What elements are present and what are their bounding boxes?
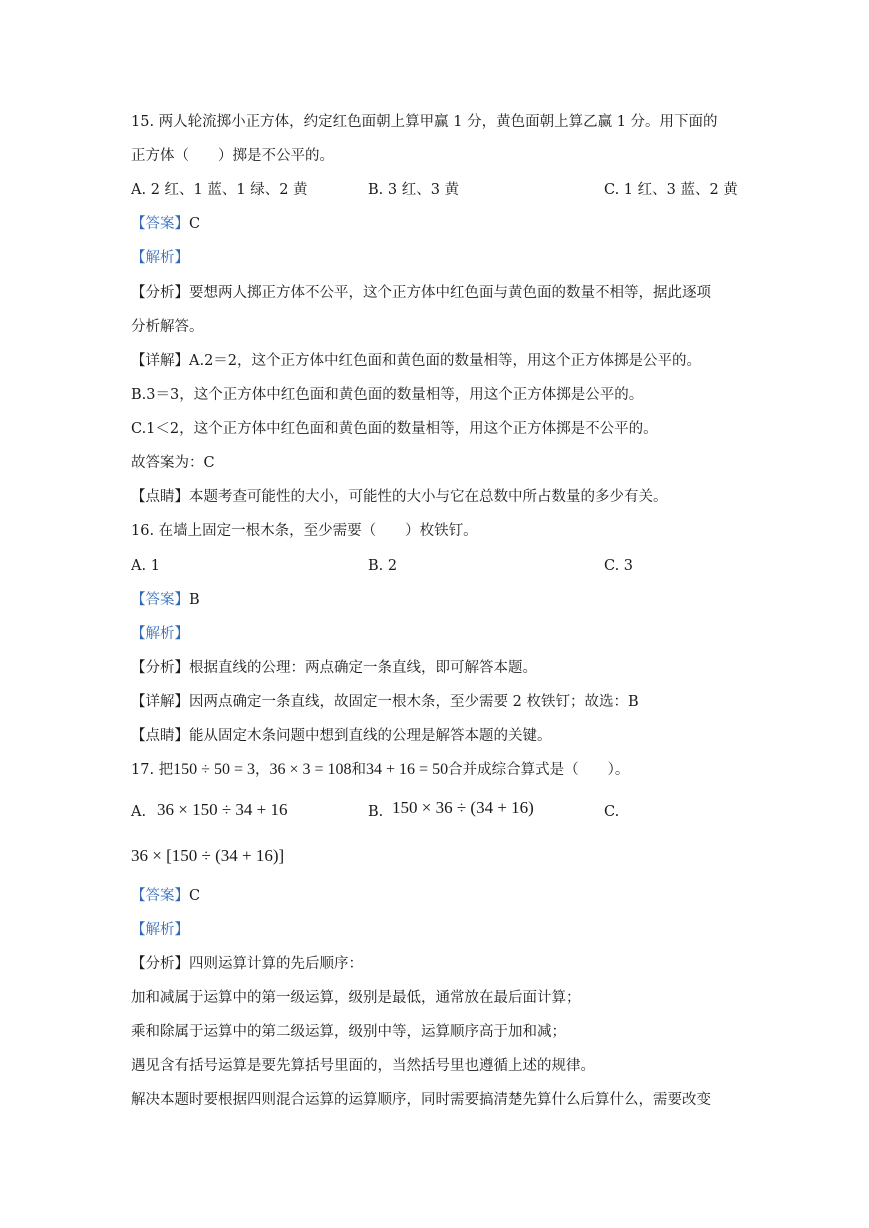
- answer-tag: 【答案】: [131, 592, 189, 608]
- q17-rule-1: 加和减属于运算中的第一级运算，级别是最低，通常放在最后面计算；: [131, 990, 581, 1006]
- dianjing-text: 本题考查可能性的大小，可能性的大小与它在总数中所占数量的多少有关。: [189, 489, 668, 505]
- jiexi-tag: 【解析】: [131, 250, 189, 266]
- answer-tag: 【答案】: [131, 216, 189, 232]
- q17-expr1: 150 ÷ 50 = 3: [173, 761, 255, 778]
- fenxi-text: 四则运算计算的先后顺序：: [189, 956, 363, 972]
- q15-option-c: C. 1 红、3 蓝、2 黄: [604, 182, 738, 198]
- q17-option-c-label: C.: [604, 804, 620, 820]
- q17-answer: [131, 886, 741, 906]
- q16-option-b: B. 2: [368, 558, 398, 574]
- fenxi-text: 要想两人掷正方体不公平，这个正方体中红色面与黄色面的数量不相等，据此逐项: [189, 285, 711, 301]
- q15-dianjing: [131, 487, 741, 507]
- dianjing-tag: 【点睛】: [131, 728, 189, 744]
- q16-stem: 16. 在墙上固定一根木条，至少需要（ ）枚铁钉。: [131, 523, 478, 539]
- q16-answer: [131, 590, 741, 610]
- q17-option-c-expr: 36 × [150 ÷ (34 + 16)]: [131, 846, 285, 865]
- q15-stem-line1: 15. 两人轮流掷小正方体，约定红色面朝上算甲赢 1 分，黄色面朝上算乙赢 1 分。用下面的: [131, 114, 718, 130]
- q17-rule-3: 遇见含有括号运算是要先算括号里面的，当然括号里也遵循上述的规律。: [131, 1058, 595, 1074]
- q17-option-b-expr: 150 × 36 ÷ (34 + 16): [392, 798, 534, 817]
- q16-dianjing: [131, 726, 741, 746]
- fenxi-tag: 【分析】: [131, 285, 189, 301]
- dianjing-tag: 【点睛】: [131, 489, 189, 505]
- xiangjie-text: 因两点确定一条直线，故固定一根木条，至少需要 2 枚铁钉；故选：B: [189, 694, 639, 710]
- q15-fenxi-line1: [131, 283, 741, 303]
- q17-jiexi: [131, 920, 741, 940]
- q16-option-a: A. 1: [131, 558, 160, 574]
- q15-fenxi-line2: 分析解答。: [131, 319, 204, 335]
- q17-stem: [131, 760, 741, 780]
- q17-option-a-expr: 36 × 150 ÷ 34 + 16: [157, 800, 288, 819]
- q17-expr2: 36 × 3 = 108: [269, 761, 352, 778]
- answer-tag: 【答案】: [131, 888, 189, 904]
- q15-answer: [131, 214, 741, 234]
- xiangjie-text: A.2＝2，这个正方体中红色面和黄色面的数量相等，用这个正方体掷是公平的。: [189, 353, 702, 369]
- answer-value: B: [189, 592, 200, 608]
- q17-expr3: 34 + 16 = 50: [366, 761, 449, 778]
- q17-option-a-label: A.: [131, 804, 147, 820]
- jiexi-tag: 【解析】: [131, 922, 189, 938]
- q16-jiexi: [131, 624, 741, 644]
- fenxi-tag: 【分析】: [131, 660, 189, 676]
- jiexi-tag: 【解析】: [131, 626, 189, 642]
- q15-jiexi: [131, 248, 741, 268]
- q17-fenxi: [131, 954, 741, 974]
- q16-xiangjie: [131, 692, 741, 712]
- q17-prefix: 17. 把: [131, 762, 174, 778]
- q15-xiangjie-line2: B.3＝3，这个正方体中红色面和黄色面的数量相等，用这个正方体掷是公平的。: [131, 387, 644, 403]
- q15-stem-line2: 正方体（ ）掷是不公平的。: [131, 148, 334, 164]
- q15-option-a: A. 2 红、1 蓝、1 绿、2 黄: [131, 182, 308, 198]
- q15-xiangjie-line4: 故答案为：C: [131, 455, 215, 471]
- q17-he: 和: [351, 762, 367, 778]
- q17-rule-4: 解决本题时要根据四则混合运算的运算顺序，同时需要搞清楚先算什么后算什么，需要改变: [131, 1092, 711, 1108]
- q17-sep1: ，: [254, 762, 270, 778]
- xiangjie-tag: 【详解】: [131, 694, 189, 710]
- fenxi-tag: 【分析】: [131, 956, 189, 972]
- q16-fenxi: [131, 658, 741, 678]
- q15-xiangjie-line3: C.1＜2，这个正方体中红色面和黄色面的数量相等，用这个正方体掷是不公平的。: [131, 421, 658, 437]
- xiangjie-tag: 【详解】: [131, 353, 189, 369]
- q15-xiangjie-line1: [131, 351, 741, 371]
- dianjing-text: 能从固定木条问题中想到直线的公理是解答本题的关键。: [189, 728, 552, 744]
- q17-option-b-label: B.: [368, 804, 384, 820]
- q15-option-b: B. 3 红、3 黄: [368, 182, 460, 198]
- q17-rule-2: 乘和除属于运算中的第二级运算，级别中等，运算顺序高于加和减；: [131, 1024, 566, 1040]
- q16-option-c: C. 3: [604, 558, 634, 574]
- answer-value: C: [189, 888, 201, 904]
- fenxi-text: 根据直线的公理：两点确定一条直线，即可解答本题。: [189, 660, 537, 676]
- answer-value: C: [189, 216, 201, 232]
- q17-suffix: 合并成综合算式是（ ）。: [448, 762, 630, 778]
